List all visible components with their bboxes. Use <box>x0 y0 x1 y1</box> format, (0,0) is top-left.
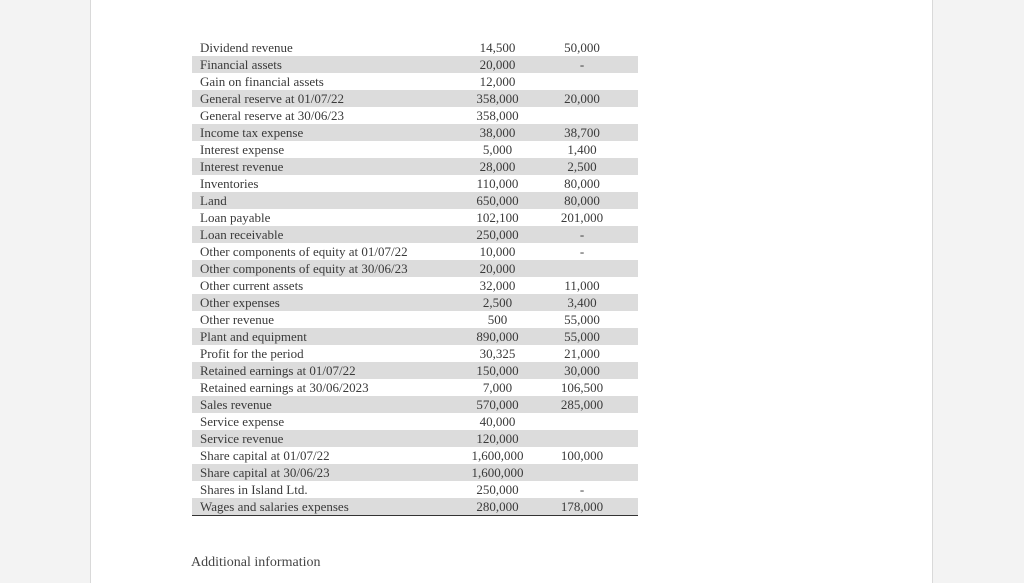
table-row <box>192 107 638 124</box>
value-column-2: - <box>579 227 585 242</box>
value-column-2: 30,000 <box>564 363 600 378</box>
value-column-1: 32,000 <box>479 278 516 293</box>
value-column-1: 30,325 <box>479 346 516 361</box>
value-column-1: 40,000 <box>479 414 516 429</box>
value-column-1: 2,500 <box>482 295 513 310</box>
table-row <box>192 481 638 498</box>
value-column-1: 12,000 <box>479 74 516 89</box>
account-label: Income tax expense <box>200 125 304 140</box>
table-row <box>192 90 638 107</box>
table-row <box>192 73 638 90</box>
table-row <box>192 464 638 481</box>
value-column-1: 1,600,000 <box>471 465 524 480</box>
account-label: Share capital at 01/07/22 <box>200 448 330 463</box>
table-row <box>192 39 638 56</box>
value-column-1: 358,000 <box>476 108 519 123</box>
value-column-1: 7,000 <box>482 380 513 395</box>
value-column-2: 11,000 <box>564 278 600 293</box>
value-column-2: 100,000 <box>560 448 604 463</box>
value-column-1: 650,000 <box>476 193 519 208</box>
account-label: Shares in Island Ltd. <box>200 482 308 497</box>
account-label: Other components of equity at 01/07/22 <box>200 244 408 259</box>
value-column-2: 80,000 <box>564 176 600 191</box>
account-label: Financial assets <box>200 57 282 72</box>
table-row <box>192 379 638 396</box>
value-column-2: 38,700 <box>564 125 600 140</box>
account-label: Profit for the period <box>200 346 304 361</box>
value-column-1: 150,000 <box>476 363 519 378</box>
value-column-2: - <box>579 244 585 259</box>
account-label: Loan payable <box>200 210 271 225</box>
account-label: Land <box>200 193 227 208</box>
account-label: Loan receivable <box>200 227 284 242</box>
table-row <box>192 158 638 175</box>
table-row <box>192 447 638 464</box>
value-column-2: 80,000 <box>564 193 600 208</box>
account-label: General reserve at 30/06/23 <box>200 108 345 123</box>
table-row <box>192 141 638 158</box>
table-row <box>192 328 638 345</box>
value-column-1: 14,500 <box>479 40 516 55</box>
value-column-2: - <box>579 482 585 497</box>
value-column-2: 55,000 <box>564 329 600 344</box>
table-row <box>192 345 638 362</box>
table-row <box>192 413 638 430</box>
account-label: Retained earnings at 01/07/22 <box>200 363 356 378</box>
table-row <box>192 243 638 260</box>
account-label: Other revenue <box>200 312 274 327</box>
table-row <box>192 311 638 328</box>
account-label: Wages and salaries expenses <box>200 499 349 514</box>
account-label: Interest expense <box>200 142 285 157</box>
additional-information-heading: Additional information <box>191 555 321 570</box>
value-column-1: 102,100 <box>476 210 519 225</box>
table-row <box>192 56 638 73</box>
account-label: Retained earnings at 30/06/2023 <box>200 380 369 395</box>
account-label: Sales revenue <box>200 397 272 412</box>
account-label: General reserve at 01/07/22 <box>200 91 345 106</box>
value-column-2: 55,000 <box>564 312 600 327</box>
value-column-1: 280,000 <box>476 499 519 514</box>
table-row <box>192 430 638 447</box>
account-label: Other current assets <box>200 278 304 293</box>
value-column-1: 10,000 <box>479 244 516 259</box>
value-column-1: 120,000 <box>476 431 519 446</box>
account-label: Other components of equity at 30/06/23 <box>200 261 408 276</box>
table-row <box>192 175 638 192</box>
value-column-2: - <box>579 57 585 72</box>
value-column-1: 358,000 <box>476 91 519 106</box>
value-column-1: 110,000 <box>476 176 519 191</box>
value-column-1: 250,000 <box>476 227 519 242</box>
table-row <box>192 192 638 209</box>
value-column-2: 50,000 <box>564 40 600 55</box>
value-column-1: 570,000 <box>476 397 519 412</box>
table-row <box>192 362 638 379</box>
table-row <box>192 498 638 515</box>
value-column-2: 285,000 <box>560 397 604 412</box>
value-column-1: 1,600,000 <box>471 448 524 463</box>
account-label: Share capital at 30/06/23 <box>200 465 330 480</box>
value-column-1: 500 <box>487 312 508 327</box>
account-label: Inventories <box>200 176 259 191</box>
table-row <box>192 260 638 277</box>
trial-balance-table <box>192 39 638 516</box>
table-row <box>192 277 638 294</box>
value-column-2: 201,000 <box>560 210 604 225</box>
value-column-1: 890,000 <box>476 329 519 344</box>
value-column-1: 5,000 <box>482 142 513 157</box>
right-margin <box>932 0 1024 583</box>
value-column-2: 3,400 <box>567 295 597 310</box>
account-label: Interest revenue <box>200 159 284 174</box>
value-column-2: 21,000 <box>564 346 600 361</box>
table-row <box>192 209 638 226</box>
table-row <box>192 294 638 311</box>
value-column-2: 178,000 <box>560 499 604 514</box>
value-column-1: 250,000 <box>476 482 519 497</box>
value-column-1: 20,000 <box>479 57 516 72</box>
value-column-2: 106,500 <box>560 380 604 395</box>
value-column-2: 20,000 <box>564 91 600 106</box>
table-row <box>192 124 638 141</box>
value-column-1: 28,000 <box>479 159 516 174</box>
account-label: Service expense <box>200 414 285 429</box>
value-column-1: 20,000 <box>479 261 516 276</box>
left-margin <box>0 0 91 583</box>
account-label: Plant and equipment <box>200 329 307 344</box>
account-label: Gain on financial assets <box>200 74 324 89</box>
value-column-2: 2,500 <box>567 159 597 174</box>
value-column-2: 1,400 <box>567 142 597 157</box>
table-row <box>192 396 638 413</box>
value-column-1: 38,000 <box>479 125 516 140</box>
account-label: Other expenses <box>200 295 280 310</box>
table-row <box>192 226 638 243</box>
account-label: Service revenue <box>200 431 284 446</box>
account-label: Dividend revenue <box>200 40 293 55</box>
